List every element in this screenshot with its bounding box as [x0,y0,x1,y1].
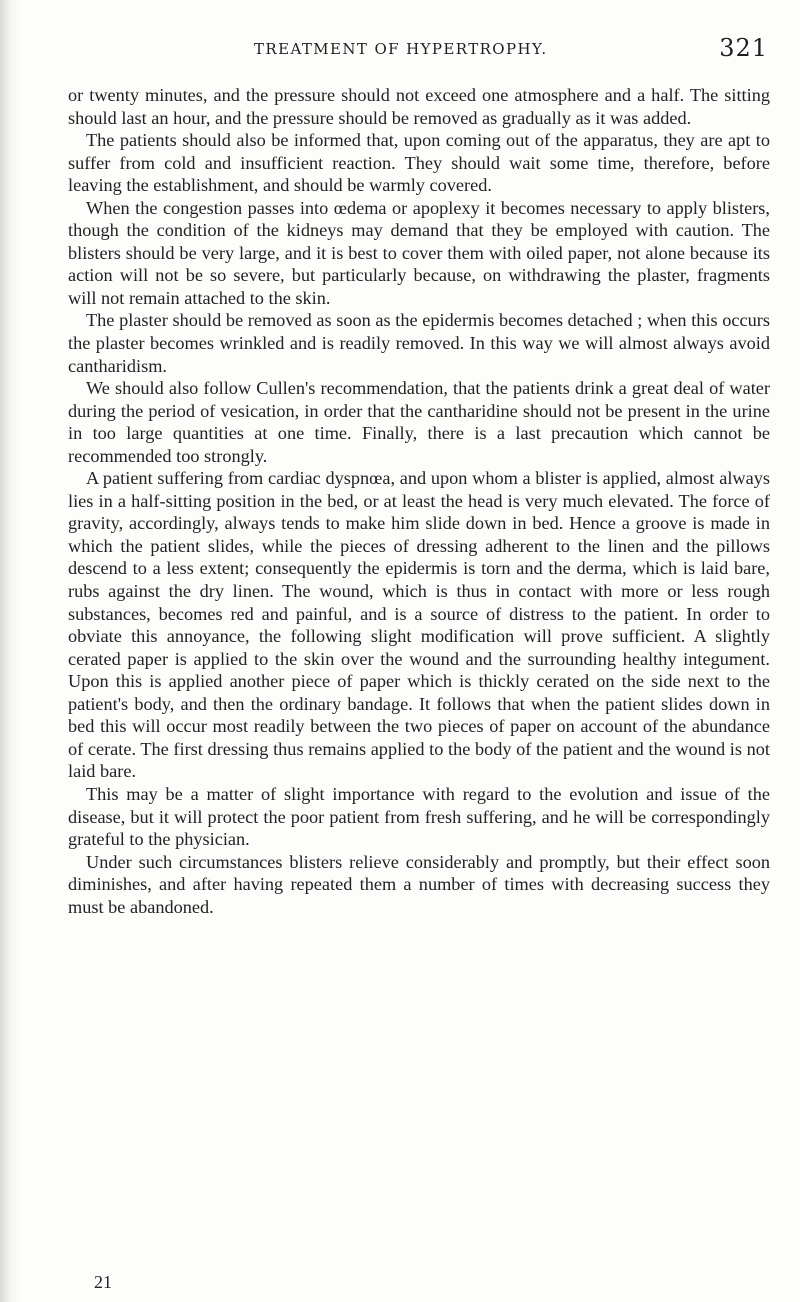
page-header [68,34,768,64]
paragraph: The plaster should be removed as soon as the epidermis becomes detached ; when this occurs the plaster becomes wrinkled and is readily removed. In this way we will almost always avoid cantharidism. [68,310,770,376]
paragraph: When the congestion passes into œdema or apoplexy it becomes necessary to apply blisters, though the condition of the kidneys may demand that they be employed with caution. The blisters should be very large, and it is best to cover them with oiled paper, not alone because its action will not be so severe, but particularly because, on withdrawing the plaster, fragments will not remain attached to the skin. [68,197,770,308]
page-number: 321 [719,34,768,62]
paragraph: We should also follow Cullen's recommendation, that the patients drink a great deal of water during the period of vesication, in order that the cantharidine should not be present in the urine in too large quantities at one time. Finally, there is a last precaution which cannot be recommended too strongly. [68,378,770,466]
paragraph: A patient suffering from cardiac dyspnœa, and upon whom a blister is applied, almost always lies in a half-sitting position in the bed, or at least the head is very much elevated. The force of gravity, accordingly, always tends to make him slide down in bed. Hence a groove is made in which the patient slides, while the pieces of dressing adherent to the linen and the pillows descend to a less extent; consequently the epidermis is torn and the derma, which is laid bare, rubs against the dry linen. The wound, which is thus in contact with more or less rough substances, becomes red and painful, and is a source of distress to the patient. In order to obviate this annoyance, the following slight modification will prove sufficient. A slightly cerated paper is applied to the skin over the wound and the surrounding healthy integument. Upon this is applied another piece of paper which is thickly cerated on the side next to the patient's body, and then the ordinary bandage. It follows that when the patient slides down in bed this will occur most readily between the two pieces of paper on account of the abundance of cerate. The first dressing thus remains applied to the body of the patient and the wound is not laid bare. [68,468,770,782]
paragraph: Under such circumstances blisters relieve considerably and promptly, but their effect soon diminishes, and after having repeated them a number of times with decreasing success they must be abandoned. [68,851,770,917]
paragraph: This may be a matter of slight importance with regard to the evolution and issue of the disease, but it will protect the poor patient from fresh suffering, and he will be correspondingly grateful to the physician. [68,783,770,850]
body-text [68,84,770,918]
paragraph: or twenty minutes, and the pressure should not exceed one atmosphere and a half. The sitting should last an hour, and the pressure should be removed as gradually as it was added. [68,85,770,128]
running-title: TREATMENT OF HYPERTROPHY. [254,40,548,58]
paragraph: The patients should also be informed that, upon coming out of the apparatus, they are apt to suffer from cold and insufficient reaction. They should wait some time, therefore, before leaving the establishment, and should be warmly covered. [68,130,770,196]
signature-mark: 21 [94,1272,112,1292]
